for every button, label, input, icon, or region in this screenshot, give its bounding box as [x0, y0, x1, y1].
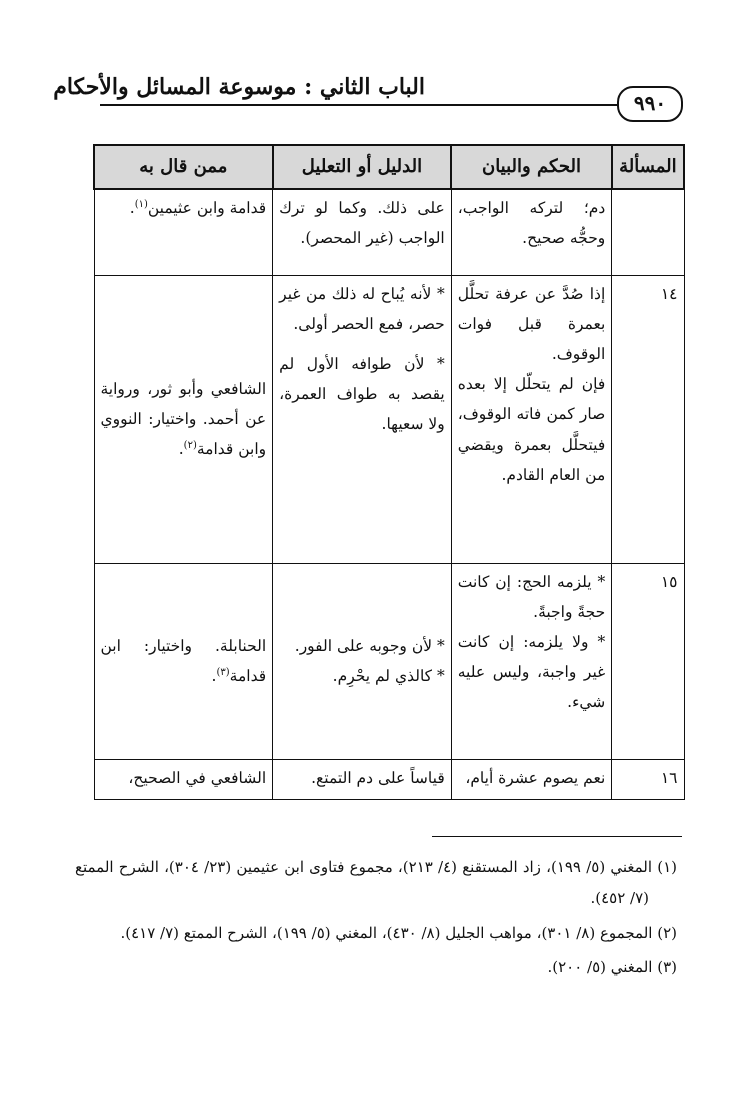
who-end: . [211, 667, 217, 685]
issue-number: ١٤ [612, 275, 684, 563]
column-header-ruling: الحكم والبيان [451, 145, 612, 189]
evidence-text: * لأنه يُباح له ذلك من غير حصر، فمع الحصر أولى. [279, 284, 445, 333]
table-row [94, 189, 684, 275]
evidence-text: * لأن وجوبه على الفور. [294, 636, 445, 655]
who-text: الشافعي في الصحيح، [128, 768, 267, 787]
ruling-text: * يلزمه الحج: إن كانت حجةً واجبةً. [457, 572, 606, 621]
table-header-row [94, 145, 684, 189]
evidence-text: على ذلك. وكما لو ترك الواجب (غير المحصر). [279, 199, 445, 248]
table-row [94, 759, 684, 799]
ruling-cell [451, 189, 612, 275]
who-cell [94, 563, 273, 759]
evidence-text: * كالذي لم يحْرِم. [332, 667, 445, 685]
who-text: الحنابلة. واختيار: ابن قدامة [100, 636, 267, 685]
evidence-cell [273, 563, 452, 759]
ruling-text: إذا صُدَّ عن عرفة تحلَّل بعمرة قبل فوات الوقوف. [457, 284, 606, 363]
ruling-text: فإن لم يتحلّل إلا بعده صار كمن فاته الوقوف، فيتحلَّل بعمرة ويقضي من العام القادم. [457, 375, 606, 484]
footnote-ref: (١) [134, 198, 148, 210]
footnotes [75, 852, 677, 987]
footnote-rule [432, 836, 682, 837]
evidence-cell [273, 759, 452, 799]
column-header-issue: المسألة [612, 145, 684, 189]
column-header-evidence: الدليل أو التعليل [273, 145, 452, 189]
who-end: . [129, 199, 135, 217]
ruling-text: دم؛ لتركه الواجب، وحجُّه صحيح. [457, 199, 606, 248]
rulings-table [93, 144, 685, 800]
header-rule [100, 104, 677, 106]
evidence-cell [273, 275, 452, 563]
issue-number [612, 189, 684, 275]
who-cell [94, 275, 273, 563]
ruling-cell [451, 759, 612, 799]
who-cell [94, 189, 273, 275]
ruling-cell [451, 563, 612, 759]
issue-number: ١٦ [612, 759, 684, 799]
issue-number: ١٥ [612, 563, 684, 759]
who-text: قدامة وابن عثيمين [147, 199, 267, 217]
footnote-ref: (٢) [183, 439, 197, 451]
ruling-text: * ولا يلزمه: إن كانت غير واجبة، وليس عليه شيء. [457, 632, 606, 712]
table-row [94, 275, 684, 563]
footnote: (٣) المغني (٥/ ٢٠٠). [547, 958, 677, 977]
evidence-text: قياساً على دم التمتع. [311, 768, 445, 787]
who-text: الشافعي وأبو ثور، ورواية عن أحمد. واختيار: النووي وابن قدامة [100, 379, 267, 459]
ruling-cell [451, 275, 612, 563]
column-header-who: ممن قال به [94, 145, 273, 189]
page-number: ٩٩٠ [617, 86, 683, 122]
who-cell [94, 759, 273, 799]
footnote-ref: (٣) [216, 666, 230, 678]
footnote: (٢) المجموع (٨/ ٣٠١)، مواهب الجليل (٨/ ٤٣٠)، المغني (٥/ ١٩٩)، الشرح الممتع (٧/ ٤١٧). [120, 923, 677, 942]
footnote: (١) المغني (٥/ ١٩٩)، زاد المستقنع (٤/ ٢١٣)، مجموع فتاوى ابن عثيمين (٢٣/ ٣٠٤)، الشرح الممتع (٧/ ٤٥٢). [75, 858, 678, 907]
evidence-cell [273, 189, 452, 275]
chapter-title: الباب الثاني : موسوعة المسائل والأحكام [53, 74, 425, 100]
ruling-text: نعم يصوم عشرة أيام، [465, 768, 606, 787]
who-end: . [178, 440, 184, 459]
table-row [94, 563, 684, 759]
evidence-text: * لأن طوافه الأول لم يقصد به طواف العمرة، ولا سعيها. [279, 354, 445, 434]
